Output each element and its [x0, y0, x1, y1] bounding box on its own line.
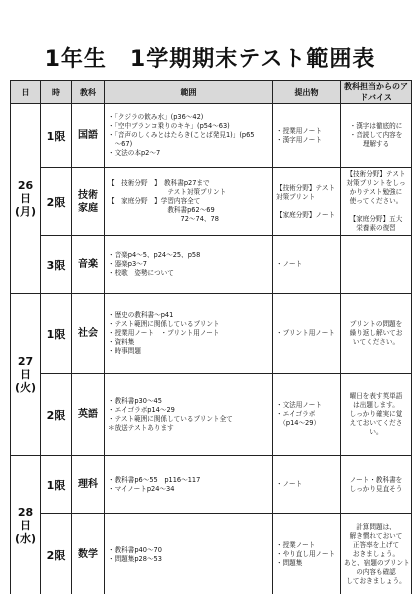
subject-cell	[72, 456, 105, 514]
range-line: ＊放送テストあります	[108, 423, 174, 432]
range-line: ・テスト範囲に関係しているプリント	[108, 320, 220, 328]
advice-line: 対策プリントをしっ	[346, 179, 406, 187]
submission-line: ・問題集	[276, 559, 303, 567]
advice-line: しておきましょう。	[346, 577, 406, 585]
range-cell	[105, 236, 273, 294]
header-period: 時	[41, 81, 72, 104]
submission-line: ・エイゴラボ	[276, 410, 316, 418]
range-line: ・音楽p4～5、p24～25、p58	[108, 251, 201, 259]
header-range: 範囲	[105, 81, 273, 104]
day-weekday: (火)	[14, 381, 37, 394]
advice-cell	[341, 104, 412, 168]
day-cell	[11, 294, 41, 456]
range-cell	[105, 294, 273, 374]
range-cell	[105, 168, 273, 236]
submission-line: ・ノート	[276, 260, 303, 268]
submission-line	[276, 202, 337, 211]
period-cell: 2限	[41, 168, 72, 236]
advice-line: 【技術分野】テスト	[346, 170, 406, 178]
advice-line: 解き慣れておいて	[349, 532, 403, 540]
advice-line	[344, 206, 408, 215]
advice-line: ・音読して内容を	[349, 131, 403, 139]
advice-cell	[341, 456, 412, 514]
submission-line: 【技術分野】テスト	[276, 183, 336, 192]
advice-line: おきましょう。	[352, 550, 400, 558]
test-range-table	[10, 80, 412, 594]
table-row	[11, 374, 412, 456]
day-unit: 日	[20, 368, 31, 381]
range-line: 教科書p62～69	[108, 206, 215, 214]
table-row	[11, 294, 412, 374]
header-day: 日	[11, 81, 41, 104]
advice-line: 【家庭分野】五大	[349, 215, 403, 223]
subject-name: 数学	[78, 549, 98, 560]
period-cell: 1限	[41, 456, 72, 514]
range-line: ・資料集	[108, 338, 135, 346]
advice-line: い。	[369, 428, 383, 436]
advice-line: 繰り返し解いてお	[349, 329, 403, 337]
subject-cell	[72, 104, 105, 168]
submission-cell	[273, 456, 341, 514]
advice-line: えておいてくださ	[349, 419, 403, 427]
range-line: ・教科書p30～45	[108, 396, 162, 405]
subject-cell	[72, 168, 105, 236]
range-line: ・教科書p40～70	[108, 545, 162, 554]
range-line: ・文法の本p2～7	[108, 149, 161, 157]
period-cell: 3限	[41, 236, 72, 294]
advice-line: ノート・教科書を	[349, 475, 403, 484]
range-line: ・校歌 姿勢について	[108, 269, 174, 277]
advice-cell	[341, 236, 412, 294]
table-row	[11, 514, 412, 594]
advice-line: いてください。	[352, 338, 400, 346]
submission-line: ・プリント用ノート	[276, 329, 335, 337]
period-cell: 2限	[41, 374, 72, 456]
subject-name: 英語	[78, 409, 98, 420]
day-number: 27	[17, 355, 34, 368]
range-cell	[105, 514, 273, 594]
advice-line: しっかり見直そう	[349, 484, 403, 493]
range-line: ・「クジラの飲み水」(p36～42)	[108, 113, 204, 121]
range-line: ・エイゴラボp14～29	[108, 405, 175, 414]
table-row	[11, 168, 412, 236]
range-line: ・問題集p28～53	[108, 554, 162, 563]
page-title: 1年生 1学期期末テスト範囲表	[44, 47, 376, 72]
range-cell	[105, 456, 273, 514]
period-cell: 1限	[41, 294, 72, 374]
day-number: 26	[17, 179, 34, 192]
advice-line: しっかり確実に覚	[349, 410, 403, 418]
day-cell	[11, 456, 41, 594]
subject-cell	[72, 374, 105, 456]
advice-line: 使ってください。	[349, 197, 403, 205]
advice-line: 曜日を表す英単語	[349, 392, 403, 400]
subject-name: 理科	[78, 479, 98, 490]
range-line: ・「音声のしくみとはたらき(ことば発見1)」(p65	[108, 131, 255, 139]
subject-name: 技術	[78, 189, 98, 201]
day-cell	[11, 104, 41, 294]
submission-cell	[273, 168, 341, 236]
table-row	[11, 236, 412, 294]
advice-line: 正答率を上げて	[352, 541, 400, 549]
header-advice: 教科担当からのアドバイス	[341, 81, 412, 104]
day-weekday: (水)	[14, 532, 37, 545]
range-cell	[105, 104, 273, 168]
range-line: テスト対策プリント	[108, 188, 227, 196]
range-line: ・マイノートp24～34	[108, 484, 175, 493]
advice-line: かりテスト勉強に	[349, 188, 403, 196]
submission-line: ・やり直し用ノート	[276, 550, 336, 558]
day-unit: 日	[20, 192, 31, 205]
day-number: 28	[17, 506, 34, 519]
advice-cell	[341, 168, 412, 236]
advice-line: 栄養素の復習	[356, 224, 396, 232]
subject-cell	[72, 294, 105, 374]
advice-line: 理解する	[362, 140, 390, 148]
submission-line: ・ノート	[276, 480, 303, 488]
header-row	[11, 81, 412, 104]
submission-line: ・漢字用ノート	[276, 135, 322, 144]
header-submission: 提出物	[273, 81, 341, 104]
advice-line: の内容も確認	[356, 568, 396, 576]
advice-cell	[341, 514, 412, 594]
subject-name: 家庭	[78, 202, 98, 214]
range-line: ・授業用ノート ・プリント用ノート	[108, 329, 220, 337]
range-line: ・器楽p3～7	[108, 260, 147, 268]
subject-name: 国語	[78, 130, 98, 141]
submission-line: ・授業用ノート	[276, 126, 322, 135]
advice-line: あと、宿題のプリント	[344, 559, 410, 567]
range-line: ・時事問題	[108, 347, 141, 355]
submission-cell	[273, 514, 341, 594]
range-line: ・「空中ブランコ乗りのキキ」(p54～63)	[108, 122, 230, 130]
submission-cell	[273, 104, 341, 168]
advice-line: 計算問題は、	[356, 523, 396, 531]
range-cell	[105, 374, 273, 456]
submission-cell	[273, 374, 341, 456]
subject-name: 音楽	[78, 259, 98, 270]
advice-line: は出題します。	[353, 401, 399, 409]
range-line: 72～74、78	[108, 215, 219, 223]
day-weekday: (月)	[14, 205, 37, 218]
submission-line: ・文法用ノート	[276, 401, 322, 409]
subject-cell	[72, 236, 105, 294]
header-subject: 教科	[72, 81, 105, 104]
advice-line: ・漢字は徹底的に	[349, 122, 403, 130]
advice-cell	[341, 294, 412, 374]
day-unit: 日	[20, 519, 31, 532]
period-cell: 1限	[41, 104, 72, 168]
submission-cell	[273, 236, 341, 294]
range-line: 【 家庭分野 】学習内容全て	[108, 197, 201, 205]
range-line: ・教科書p6～55 p116～117	[108, 475, 201, 484]
submission-line: 【家庭分野】ノート	[276, 210, 336, 219]
subject-name: 社会	[78, 328, 98, 339]
range-line: ～67)	[108, 140, 133, 148]
advice-line: プリントの問題を	[349, 320, 403, 328]
range-line: 【 技術分野 】 教科書p27まで	[108, 179, 210, 187]
table-row	[11, 456, 412, 514]
range-line: ・歴史の教科書～p41	[108, 311, 174, 319]
submission-line: ・授業ノート	[276, 541, 316, 549]
submission-line: 対策プリント	[276, 192, 316, 201]
subject-cell	[72, 514, 105, 594]
period-cell: 2限	[41, 514, 72, 594]
advice-cell	[341, 374, 412, 456]
range-line: ・テスト範囲に関係しているプリント全て	[108, 414, 233, 423]
table-row	[11, 104, 412, 168]
submission-line: （p14～29）	[276, 419, 321, 427]
submission-cell	[273, 294, 341, 374]
